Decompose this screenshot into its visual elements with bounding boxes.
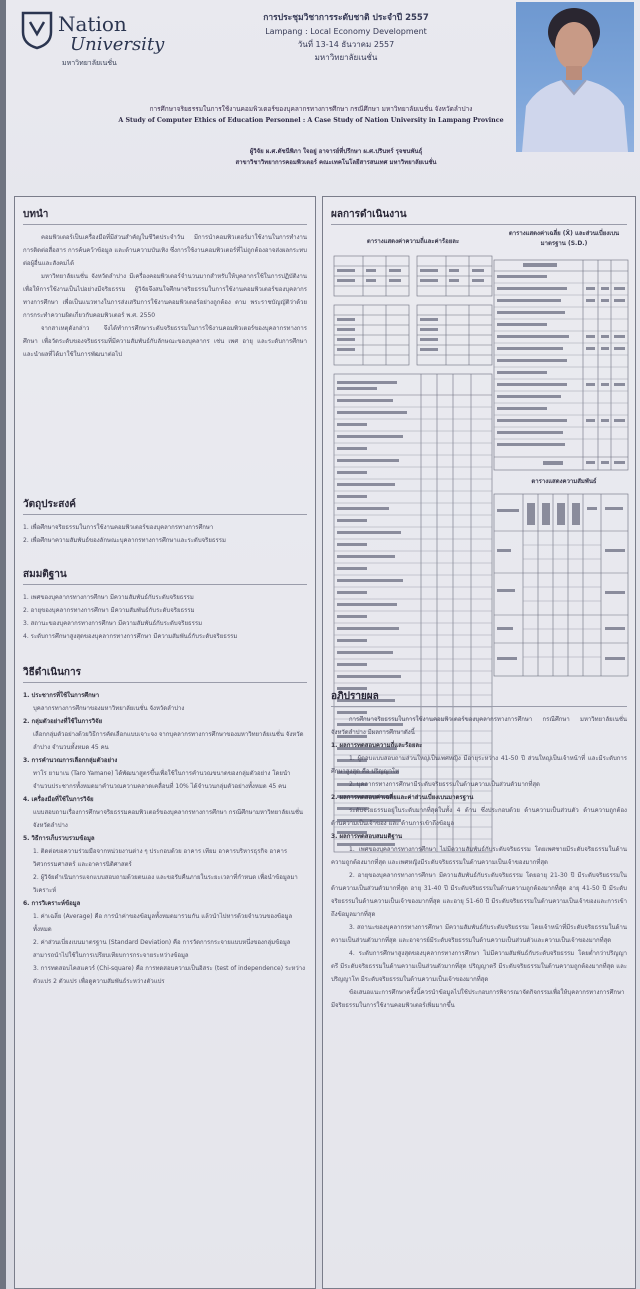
- title-thai: การศึกษาจริยธรรมในการใช้งานคอมพิวเตอร์ของบุคลากรทางการศึกษา กรณีศึกษา มหาวิทยาลัยเนชั่น จังหวัดลำปาง: [149, 105, 473, 113]
- introduction-paragraph-3: จากสาเหตุดังกล่าว จึงได้ทำการศึกษาระดับจริยธรรมในการใช้งานคอมพิวเตอร์ของบุคลากรทางการศึกษา เพื่อวัดระดับของจริยธรรมที่มีความสัมพันธ์กับลักษณะของบุคลากร เช่น เพศ อายุ และระดับการศึกษา และนำผลที่ได้มาใช้ในการพัฒนาต่อไป: [23, 325, 307, 358]
- conference-theme: Lampang : Local Economy Development: [265, 27, 427, 36]
- discussion-heading: อภิปรายผล: [331, 689, 627, 707]
- method-section: [23, 665, 307, 988]
- method-detail: 1. ค่าเฉลี่ย (Average) คือ การนำค่าของข้อมูลทั้งหมดมารวมกัน แล้วนำไปหารด้วยจำนวนของข้อมูลทั้งหมด: [33, 913, 293, 933]
- conference-title: การประชุมวิชาการระดับชาติ ประจำปี 2557: [263, 13, 429, 23]
- discussion-point: 2. ผลการทดสอบค่าเฉลี่ยและค่าส่วนเบี่ยงเบนมาตรฐาน: [331, 794, 474, 801]
- method-step: 2. กลุ่มตัวอย่างที่ใช้ในการวิจัย: [23, 718, 103, 725]
- left-column: [14, 196, 316, 1289]
- method-heading: วิธีดำเนินการ: [23, 665, 307, 683]
- authors: [166, 146, 506, 168]
- hypotheses-heading: สมมติฐาน: [23, 567, 307, 585]
- shield-icon: [20, 10, 54, 50]
- university-logo: [20, 10, 165, 70]
- discussion-detail: 4. ระดับการศึกษาสูงสุดของบุคลากรทางการศึกษา ไม่มีความสัมพันธ์กับระดับจริยธรรม โดยต่ำกว่าปริญญาตรี มีระดับจริยธรรมในด้านความเป็นส่วนตัวมากที่สุด ปริญญาตรี มีระดับจริยธรรมในด้านความถูกต้องมากที่สุด และปริญญาโท มีระดับจริยธรรมในด้านความเป็นเจ้าของมากที่สุด: [331, 950, 627, 983]
- discussion-section: [331, 689, 627, 1012]
- frequency-tables: [333, 255, 493, 367]
- logo-name-line2: University: [70, 34, 165, 55]
- discussion-intro: การศึกษาจริยธรรมในการใช้งานคอมพิวเตอร์ของบุคลากรทางการศึกษา กรณีศึกษา มหาวิทยาลัยเนชั่น จังหวัดลำปาง มีผลการศึกษาดังนี้: [331, 716, 627, 736]
- hypothesis-item: 4. ระดับการศึกษาสูงสุดของบุคลากรทางการศึกษา มีความสัมพันธ์กับระดับจริยธรรม: [23, 633, 238, 640]
- author-photo: [516, 2, 634, 152]
- objective-item: 2. เพื่อศึกษาความสัมพันธ์ของลักษณะบุคลากรทางการศึกษาและระดับจริยธรรม: [23, 537, 226, 544]
- logo-name-line1: Nation: [58, 12, 127, 36]
- results-heading: ผลการดำเนินงาน: [331, 207, 627, 225]
- objective-item: 1. เพื่อศึกษาจริยธรรมในการใช้งานคอมพิวเตอร์ของบุคลากรทางการศึกษา: [23, 524, 214, 531]
- conference-date: วันที่ 13-14 ธันวาคม 2557: [297, 40, 395, 49]
- method-step: 4. เครื่องมือที่ใช้ในการวิจัย: [23, 796, 94, 803]
- right-column: [322, 196, 636, 1289]
- authors-affiliation: สาขาวิชาวิทยาการคอมพิวเตอร์ คณะเทคโนโลยีสารสนเทศ มหาวิทยาลัยเนชั่น: [235, 159, 437, 166]
- discussion-detail: ระดับจริยธรรมอยู่ในระดับมากที่สุดในทั้ง 4 ด้าน ซึ่งประกอบด้วย ด้านความเป็นส่วนตัว ด้านความถูกต้อง ด้านความเป็นเจ้าของ และ ด้านการเข้าถึงข้อมูล: [331, 807, 627, 827]
- discussion-detail: 2. บุคลากรทางการศึกษามีระดับจริยธรรมในด้านความเป็นส่วนตัวมากที่สุด: [349, 781, 540, 788]
- discussion-detail: 2. อายุของบุคลากรทางการศึกษา มีความสัมพันธ์กับระดับจริยธรรม โดยอายุ 21-30 ปี มีระดับจริยธรรมในด้านความเป็นส่วนตัวมากที่สุด อายุ 31-40 ปี มีระดับจริยธรรมในด้านความถูกต้องมากที่สุด อายุ 41-50 ปี มีระดับจริยธรรมในด้านความเป็นเจ้าของมากที่สุด และอายุ 51-60 ปี มีระดับจริยธรรมในด้านความเป็นเจ้าของและการเข้าถึงข้อมูลมากที่สุด: [331, 872, 627, 918]
- person-portrait-icon: [516, 2, 634, 152]
- method-step: 6. การวิเคราะห์ข้อมูล: [23, 900, 81, 907]
- method-detail: 2. ผู้วิจัยดำเนินการแจกแบบสอบถามด้วยตนเอง และขอรับคืนภายในระยะเวลาที่กำหนด เพื่อนำข้อมูลมาวิเคราะห์: [33, 874, 298, 894]
- table1-caption: ตารางแสดงค่าความถี่และค่าร้อยละ: [366, 238, 460, 245]
- objectives-heading: วัตถุประสงค์: [23, 497, 307, 515]
- method-detail: เลือกกลุ่มตัวอย่างด้วยวิธีการคัดเลือกแบบเจาะจง จากบุคลากรทางการศึกษาของมหาวิทยาลัยเนชั่น จังหวัดลำปาง จำนวนทั้งหมด 45 คน: [33, 731, 304, 751]
- mean-sd-table: [493, 259, 629, 471]
- method-step: 1. ประชากรที่ใช้ในการศึกษา: [23, 692, 100, 699]
- hypothesis-item: 1. เพศของบุคลากรทางการศึกษา มีความสัมพันธ์กับระดับจริยธรรม: [23, 594, 194, 601]
- discussion-suggestion: ข้อเสนอแนะการศึกษาครั้งนี้ควรนำข้อมูลไปใช้ประกอบการพิจารณาจัดกิจกรรมเพื่อให้บุคลากรทางการศึกษามีจริยธรรมในการใช้งานคอมพิวเตอร์เพิ่มมากขึ้น: [331, 989, 625, 1009]
- logo-thai-name: มหาวิทยาลัยเนชั่น: [62, 59, 117, 67]
- method-detail: บุคลากรทางการศึกษาของมหาวิทยาลัยเนชั่น จังหวัดลำปาง: [33, 705, 185, 712]
- discussion-detail: 3. สถานะของบุคลากรทางการศึกษา มีความสัมพันธ์กับระดับจริยธรรม โดยเจ้าหน้าที่มีระดับจริยธรรมในด้านความเป็นส่วนตัวมากที่สุด และอาจารย์มีระดับจริยธรรมในด้านความเป็นส่วนตัวและความเป็นเจ้าของมากที่สุด: [331, 924, 627, 944]
- table2-caption: ตารางแสดงค่าเฉลี่ย (X̄) และส่วนเบี่ยงเบนมาตรฐาน (S.D.): [508, 230, 620, 247]
- hypothesis-item: 2. อายุของบุคลากรทางการศึกษา มีความสัมพันธ์กับระดับจริยธรรม: [23, 607, 195, 614]
- introduction-paragraph-1: คอมพิวเตอร์เป็นเครื่องมือที่มีส่วนสำคัญในชีวิตประจำวัน มีการนำคอมพิวเตอร์มาใช้งานในการทำงาน การติดต่อสื่อสาร การค้นคว้าข้อมูล และด้านความบันเทิง ซึ่งการใช้งานคอมพิวเตอร์ที่ไม่ถูกต้องอาจส่งผลกระทบต่อผู้อื่นและสังคมได้: [23, 234, 307, 267]
- relationship-table: [493, 493, 629, 677]
- title-english: A Study of Computer Ethics of Education Personnel : A Case Study of Nation University in Lampang Province: [118, 117, 504, 124]
- table3-caption: ตารางแสดงความสัมพันธ์: [531, 478, 597, 485]
- discussion-detail: 1. ผู้ตอบแบบสอบถามส่วนใหญ่เป็นเพศหญิง มีอายุระหว่าง 41-50 ปี ส่วนใหญ่เป็นเจ้าหน้าที่ และมีระดับการศึกษาสูงสุด คือ ปริญญาโท: [331, 755, 627, 775]
- method-detail: 3. การทดสอบไคสแควร์ (Chi-square) คือ การทดสอบความเป็นอิสระ (test of independence) ระหว่างตัวแปร 2 ตัวแปร เพื่อดูความสัมพันธ์ระหว่างตัวแปร: [33, 965, 306, 985]
- discussion-detail: 1. เพศของบุคลากรทางการศึกษา ไม่มีความสัมพันธ์กับระดับจริยธรรม โดยเพศชายมีระดับจริยธรรมในด้านความถูกต้องมากที่สุด และเพศหญิงมีระดับจริยธรรมในด้านความเป็นเจ้าของมากที่สุด: [331, 846, 627, 866]
- introduction-section: [23, 207, 307, 361]
- conference-venue: มหาวิทยาลัยเนชั่น: [314, 53, 378, 62]
- objectives-section: [23, 497, 307, 547]
- method-detail: ทาโร ยามาเน (Taro Yamane) ได้พัฒนาสูตรขึ้นเพื่อใช้ในการคำนวณขนาดของกลุ่มตัวอย่าง โดยนำจำนวนประชากรทั้งหมดมาคำนวณความคลาดเคลื่อนที่ 10% ได้จำนวนกลุ่มตัวอย่างทั้งหมด 45 คน: [33, 770, 291, 790]
- method-detail: 2. ค่าส่วนเบี่ยงเบนมาตรฐาน (Standard Deviation) คือ การวัดการกระจายแบบหนึ่งของกลุ่มข้อมูล สามารถนำไปใช้ในการเปรียบเทียบการกระจายระหว่างข้อมูล: [33, 939, 291, 959]
- method-step: 5. วิธีการเก็บรวบรวมข้อมูล: [23, 835, 95, 842]
- poster-title: [106, 104, 516, 126]
- hypotheses-section: [23, 567, 307, 643]
- introduction-heading: บทนำ: [23, 207, 307, 225]
- method-detail: แบบสอบถามเรื่องการศึกษาจริยธรรมคอมพิวเตอร์ของบุคลากรทางการศึกษา กรณีศึกษามหาวิทยาลัยเนชั่น จังหวัดลำปาง: [33, 809, 304, 829]
- hypothesis-item: 3. สถานะของบุคลากรทางการศึกษา มีความสัมพันธ์กับระดับจริยธรรม: [23, 620, 203, 627]
- discussion-point: 1. ผลการทดสอบความถี่และร้อยละ: [331, 742, 423, 749]
- method-step: 3. การคำนวณการเลือกกลุ่มตัวอย่าง: [23, 757, 118, 764]
- authors-names: ผู้วิจัย ผ.ศ.ดัชนีพิภา ใจอยู่ อาจารย์ที่ปรึกษา ผ.ศ.ปรินทร์ รุจชนพันธุ์: [249, 148, 423, 155]
- conference-info: [196, 12, 496, 64]
- introduction-paragraph-2: มหาวิทยาลัยเนชั่น จังหวัดลำปาง มีเครื่องคอมพิวเตอร์จำนวนมากสำหรับให้บุคลากรใช้ในการปฏิบัติงาน เพื่อให้การใช้งานเป็นไปอย่างมีจริยธรรม ผู้วิจัยจึงสนใจศึกษาจริยธรรมในการใช้งานคอมพิวเตอร์ของบุคลากรทางการศึกษา เพื่อเป็นแนวทางในการส่งเสริมการใช้งานคอมพิวเตอร์อย่างถูกต้อง ตาม พระราชบัญญัติว่าด้วยการกระทำความผิดเกี่ยวกับคอมพิวเตอร์ พ.ศ. 2550: [23, 273, 307, 319]
- discussion-point: 3. ผลการทดสอบสมมติฐาน: [331, 833, 403, 840]
- method-detail: 1. ติดต่อขอความร่วมมือจากหน่วยงานต่าง ๆ ประกอบด้วย อาคาร เทียม อาคารบริหารธุรกิจ อาคารวิศวกรรมศาสตร์ และอาคารนิติศาสตร์: [33, 848, 288, 868]
- results-section: [331, 207, 627, 231]
